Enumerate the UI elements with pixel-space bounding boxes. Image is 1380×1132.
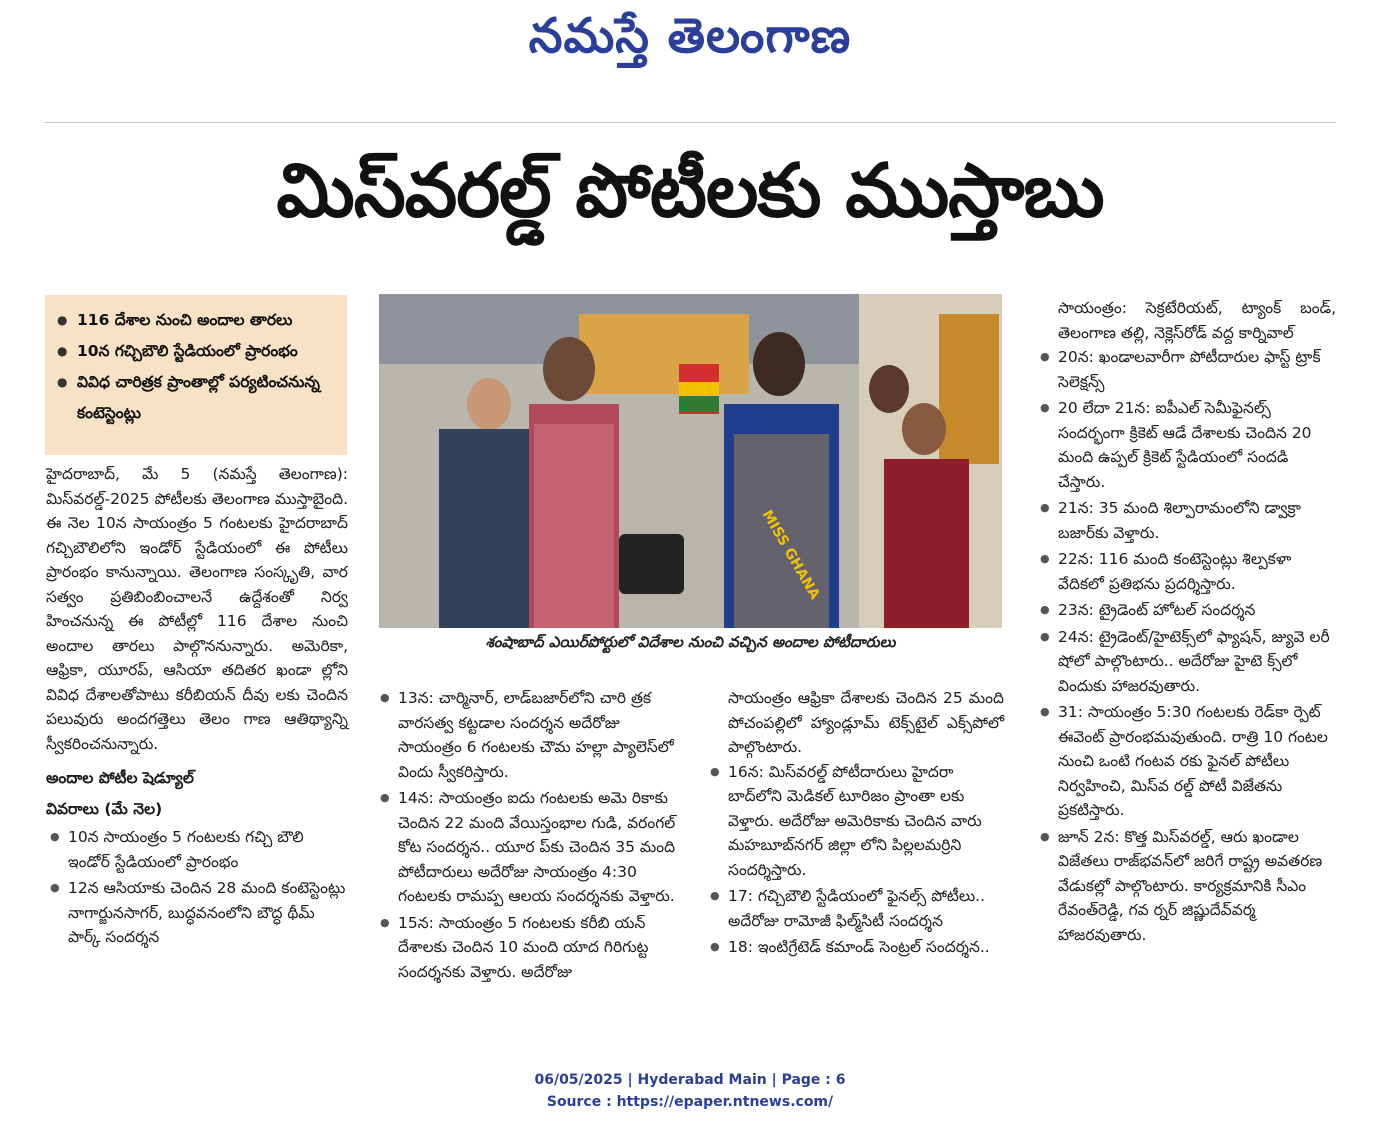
sash-text: MISS GHANA [758, 507, 823, 603]
column-3 [706, 686, 1004, 962]
schedule-subheading: అందాల పోటీల షెడ్యూల్‌ [46, 769, 194, 787]
schedule-item: ● 20 లేదా 21న: ఐపీఎల్‌ సెమీఫైనల్స్‌ సందర్భంగా క్రికెట్‌ ఆడే దేశాలకు చెందిన 20 మంది ఉప్పల్‌ క్రికెట్‌ స్టేడియంలో సందడి చేస్తారు. [1036, 396, 1336, 494]
column-4 [1036, 296, 1336, 949]
footer-source: Source : https://epaper.ntnews.com/ [546, 1094, 834, 1110]
schedule-item: ● 18: ఇంటిగ్రేటెడ్‌ కమాండ్‌ సెంట్రల్‌ సందర్శన.. [706, 935, 1004, 960]
continued-paragraph: సాయంత్రం: సెక్రటేరియట్‌, ట్యాంక్‌ బండ్‌, తెలంగాణ తల్లి, నెక్లెస్‌రోడ్‌ వద్ద కార్నివాల్‌ [1058, 299, 1336, 342]
schedule-item: ● 22న: 116 మంది కంటెస్టెంట్లు శిల్పకళా వేదికలో ప్రతిభను ప్రదర్శిస్తారు. [1036, 547, 1336, 596]
continued-paragraph: సాయంత్రం ఆఫ్రికా దేశాలకు చెందిన 25 మంది పోచంపల్లిలో హ్యాండ్లూమ్‌ టెక్స్‌టైల్‌ ఎక్స్‌పోలో పాల్గొంటారు. [728, 689, 1004, 756]
schedule-subheading-details: వివరాలు (మే నెల) [46, 799, 163, 818]
schedule-item: ● 23న: ట్రైడెంట్‌ హోటల్‌ సందర్శన [1036, 598, 1336, 623]
schedule-item: ● 24న: ట్రైడెంట్‌/హైటెక్స్‌లో ఫ్యాషన్‌, జ్యువె లరీ షోలో పాల్గొంటారు.. అదేరోజు హైటె క్స్‌లో విందుకు హాజరవుతారు. [1036, 625, 1336, 699]
highlight-item: ● 116 దేశాల నుంచి అందాల తారలు [57, 305, 335, 336]
article-photo [379, 294, 1002, 628]
column-1 [46, 462, 348, 952]
schedule-item: ● 17: గచ్చిబౌలి స్టేడియంలో ఫైనల్స్‌ పోటీలు.. అదేరోజు రామోజీ ఫిల్మ్‌సిటీ సందర్శన [706, 884, 1004, 933]
highlight-item: ● 10న గచ్చిబౌలి స్టేడియంలో ప్రారంభం [57, 336, 335, 367]
footer-date-edition: 06/05/2025 | Hyderabad Main | Page : 6 [534, 1072, 846, 1088]
schedule-item: ● 12న ఆసియాకు చెందిన 28 మంది కంటెస్టెంట్లు నాగార్జునసాగర్‌, బుద్ధవనంలోని బౌద్ధ థీమ్‌ పార్క్‌ సందర్శన [46, 876, 348, 950]
schedule-item: ● 14న: సాయంత్రం ఐదు గంటలకు అమె రికాకు చెందిన 22 మంది వేయిస్తంభాల గుడి, వరంగల్‌ కోట సందర్శన.. యూర ప్‌కు చెందిన 35 మంది పోటీదారులు అదేరోజు సాయంత్రం 4:30 గంటలకు రామప్ప ఆలయ సందర్శనకు వెళ్తారు. [376, 786, 676, 909]
schedule-item: ● 15న: సాయంత్రం 5 గంటలకు కరీబి యన్‌ దేశాలకు చెందిన 10 మంది యాద గిరిగుట్ట సందర్శనకు వెళ్తారు. అదేరోజు [376, 911, 676, 985]
schedule-item: ● 13న: చార్మినార్‌, లాడ్‌బజార్‌లోని చారి త్రక వారసత్వ కట్టడాల సందర్శన అదేరోజు సాయంత్రం 6 గంటలకు చౌమ హల్లా ప్యాలెస్‌లో విందు స్వీకరిస్తారు. [376, 686, 676, 784]
masthead-divider [44, 122, 1336, 123]
photo-caption: శంషాబాద్‌ ఎయిర్‌పోర్టులో విదేశాల నుంచి వచ్చిన అందాల పోటీదారులు [485, 633, 896, 651]
article-headline: మిస్‌వరల్డ్‌ పోటీలకు ముస్తాబు [276, 148, 1104, 234]
column-2 [376, 686, 676, 986]
schedule-item: ● 21న: 35 మంది శిల్పారామంలోని డ్వాక్రా బజార్‌కు వెళ్తారు. [1036, 496, 1336, 545]
schedule-item: ● 16న: మిస్‌వరల్డ్‌ పోటీదారులు హైదరా బాద్‌లోని మెడికల్‌ టూరిజం ప్రాంతా లకు వెళ్తారు. అదేరోజు అమెరికాకు చెందిన వారు మహబూబ్‌నగర్‌ జిల్లా లోని పిల్లలమర్రిని సందర్శిస్తారు. [706, 760, 1004, 883]
schedule-item: ● 20న: ఖండాలవారీగా పోటీదారుల ఫాస్ట్‌ ట్రాక్‌ సెలెక్షన్స్‌ [1036, 345, 1336, 394]
highlight-item: ● వివిధ చారిత్రక ప్రాంతాల్లో పర్యటించనున్న కంటెస్టెంట్లు [57, 367, 335, 429]
newspaper-masthead: నమస్తే తెలంగాణ [528, 8, 852, 64]
schedule-item: ● 31: సాయంత్రం 5:30 గంటలకు రెడ్‌కా ర్పెట్‌ ఈవెంట్‌ ప్రారంభమవుతుంది. రాత్రి 10 గంటల నుంచి ఒంటి గంటవ రకు ఫైనల్‌ పోటీలు నిర్వహించి, మిస్‌వ రల్డ్‌ పోటీ విజేతను ప్రకటిస్తారు. [1036, 700, 1336, 823]
photo-illustration [379, 294, 1002, 628]
lead-paragraph: హైదరాబాద్‌, మే 5 (నమస్తే తెలంగాణ): మిస్‌వరల్డ్‌-2025 పోటీలకు తెలంగాణ ముస్తాబైంది. ఈ నెల 10న సాయంత్రం 5 గంటలకు హైదరాబాద్‌ గచ్చిబౌలిలోని ఇండోర్‌ స్టేడియంలో ఈ పోటీలు ప్రారంభం కానున్నాయి. తెలంగాణ సంస్కృతి, వార సత్వం ప్రతిబింబించాలనే ఉద్దేశంతో నిర్వ హించనున్న ఈ పోటీల్లో 116 దేశాల నుంచి అందాల తారలు పాల్గొననున్నారు. అమెరికా, ఆఫ్రికా, యూరప్‌, ఆసియా తదితర ఖండా ల్లోని వివిధ దేశాలతోపాటు కరీబియన్‌ దీవు లకు చెందిన పలువురు అందగత్తెలు తెలం గాణ ఆతిథ్యాన్ని స్వీకరించనున్నారు. [46, 465, 348, 753]
highlights-box [45, 295, 347, 455]
schedule-item: ● 10న సాయంత్రం 5 గంటలకు గచ్చి బౌలి ఇండోర్‌ స్టేడియంలో ప్రారంభం [46, 825, 348, 874]
schedule-item: ● జూన్‌ 2న: కొత్త మిస్‌వరల్డ్‌, ఆరు ఖండాల విజేతలు రాజ్‌భవన్‌లో జరిగే రాష్ట్ర అవతరణ వేడుకల్లో పాల్గొంటారు. కార్యక్రమానికి సీఎం రేవంత్‌రెడ్డి, గవ ర్నర్‌ జిష్ణుదేవ్‌వర్మ హాజరవుతారు. [1036, 825, 1336, 948]
